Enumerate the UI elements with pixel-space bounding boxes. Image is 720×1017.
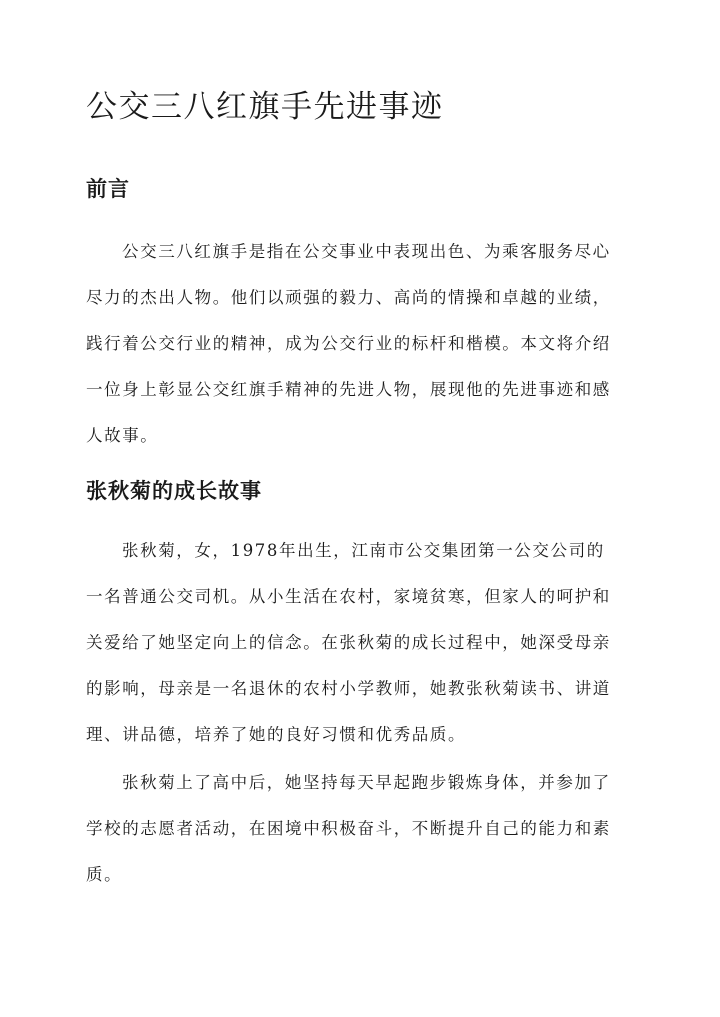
- document-title: 公交三八红旗手先进事迹: [86, 89, 444, 125]
- paragraph-line: 质。: [86, 865, 123, 884]
- paragraph-line: 张秋菊，女，1978年出生，江南市公交集团第一公交公司的: [122, 541, 605, 560]
- paragraph-line: 人故事。: [86, 426, 159, 445]
- paragraph-line: 张秋菊上了高中后，她坚持每天早起跑步锻炼身体，并参加了: [122, 773, 611, 792]
- paragraph-line: 一位身上彰显公交红旗手精神的先进人物，展现他的先进事迹和感: [86, 380, 611, 399]
- paragraph-line: 学校的志愿者活动，在困境中积极奋斗，不断提升自己的能力和素: [86, 819, 611, 838]
- section-heading-preface: 前言: [86, 176, 130, 201]
- paragraph-line: 一名普通公交司机。从小生活在农村，家境贫寒，但家人的呵护和: [86, 587, 611, 606]
- paragraph-line: 关爱给了她坚定向上的信念。在张秋菊的成长过程中，她深受母亲: [86, 633, 611, 652]
- growth-story-paragraph-1: [86, 528, 636, 758]
- paragraph-line: 公交三八红旗手是指在公交事业中表现出色、为乘客服务尽心: [122, 242, 611, 261]
- paragraph-line: 尽力的杰出人物。他们以顽强的毅力、高尚的情操和卓越的业绩，: [86, 288, 611, 307]
- section-heading-growth-story: 张秋菊的成长故事: [86, 478, 262, 503]
- paragraph-line: 理、讲品德，培养了她的良好习惯和优秀品质。: [86, 725, 467, 744]
- paragraph-line: 的影响，母亲是一名退休的农村小学教师，她教张秋菊读书、讲道: [86, 679, 611, 698]
- preface-paragraph: [86, 229, 636, 459]
- growth-story-paragraph-2: [86, 760, 636, 898]
- paragraph-line: 践行着公交行业的精神，成为公交行业的标杆和楷模。本文将介绍: [86, 334, 611, 353]
